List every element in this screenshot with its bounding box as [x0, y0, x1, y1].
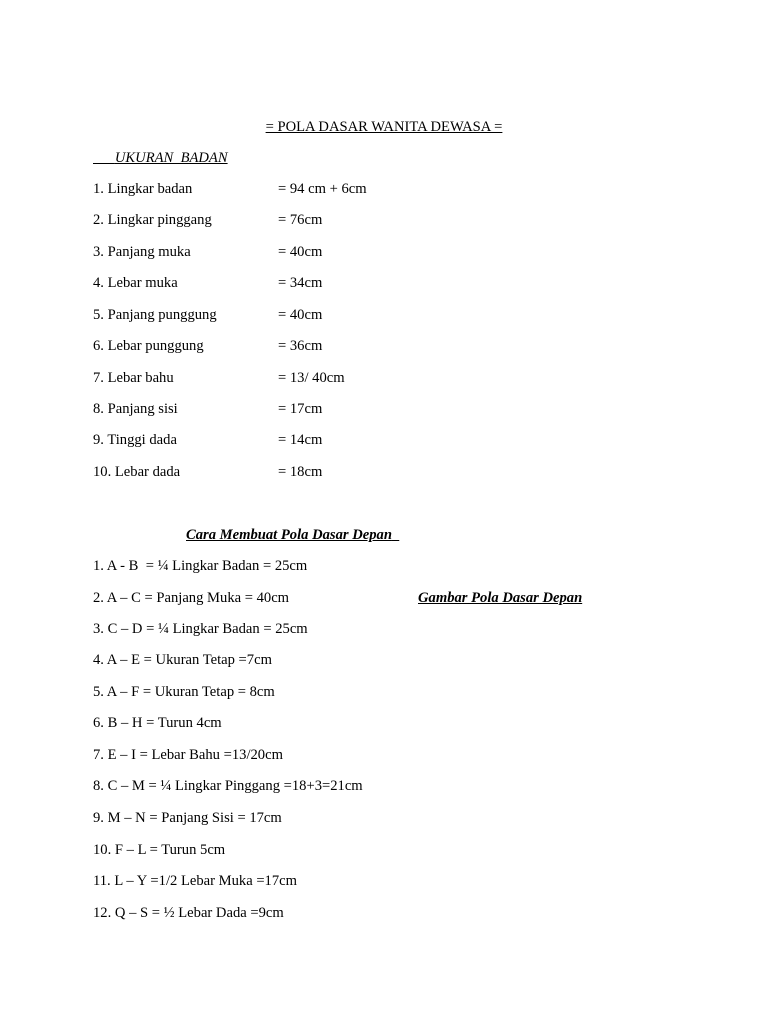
measurement-label: 4. Lebar muka — [93, 275, 178, 291]
measurement-label: 10. Lebar dada — [93, 464, 181, 480]
instruction-step: 9. M – N = Panjang Sisi = 17cm — [93, 810, 282, 826]
measurement-label: 3. Panjang muka — [93, 244, 191, 260]
instruction-step: 5. A – F = Ukuran Tetap = 8cm — [93, 684, 275, 700]
instruction-step: 6. B – H = Turun 4cm — [93, 715, 222, 731]
measurement-label: 6. Lebar punggung — [93, 338, 204, 354]
instructions-heading-text: Cara Membuat Pola Dasar Depan — [186, 527, 392, 543]
measurement-label: 1. Lingkar badan — [93, 181, 193, 197]
instruction-step: 3. C – D = ¼ Lingkar Badan = 25cm — [93, 621, 308, 637]
measurement-label: 7. Lebar bahu — [93, 370, 174, 386]
measurement-label: 2. Lingkar pinggang — [93, 212, 212, 228]
measurement-value: = 34cm — [278, 275, 323, 291]
measurement-value: = 76cm — [278, 212, 323, 228]
measurement-value: = 40cm — [278, 244, 323, 260]
measurement-label: 9. Tinggi dada — [93, 432, 177, 448]
measurements-heading-text: UKURAN BADAN — [114, 150, 228, 166]
measurement-value: = 36cm — [278, 338, 323, 354]
side-caption: Gambar Pola Dasar Depan — [418, 590, 583, 606]
instruction-step: 4. A – E = Ukuran Tetap =7cm — [93, 652, 272, 668]
measurement-value: = 14cm — [278, 432, 323, 448]
document-title: = POLA DASAR WANITA DEWASA = — [265, 119, 503, 135]
measurement-value: = 13/ 40cm — [278, 370, 345, 386]
instruction-step: 2. A – C = Panjang Muka = 40cm — [93, 590, 290, 606]
measurement-value: = 94 cm + 6cm — [278, 181, 367, 197]
measurements-heading — [93, 151, 228, 166]
instruction-step: 11. L – Y =1/2 Lebar Muka =17cm — [93, 873, 297, 889]
measurement-value: = 17cm — [278, 401, 323, 417]
measurement-value: = 40cm — [278, 307, 323, 323]
instruction-step: 7. E – I = Lebar Bahu =13/20cm — [93, 747, 283, 763]
measurement-label: 8. Panjang sisi — [93, 401, 178, 417]
measurement-label: 5. Panjang punggung — [93, 307, 217, 323]
instructions-heading — [186, 528, 399, 543]
measurement-value: = 18cm — [278, 464, 323, 480]
instruction-step: 1. A - B = ¼ Lingkar Badan = 25cm — [93, 558, 308, 574]
measurement-row — [93, 464, 323, 523]
instruction-step: 12. Q – S = ½ Lebar Dada =9cm — [93, 905, 284, 921]
instruction-step: 8. C – M = ¼ Lingkar Pinggang =18+3=21cm — [93, 778, 363, 794]
instruction-step: 10. F – L = Turun 5cm — [93, 842, 226, 858]
